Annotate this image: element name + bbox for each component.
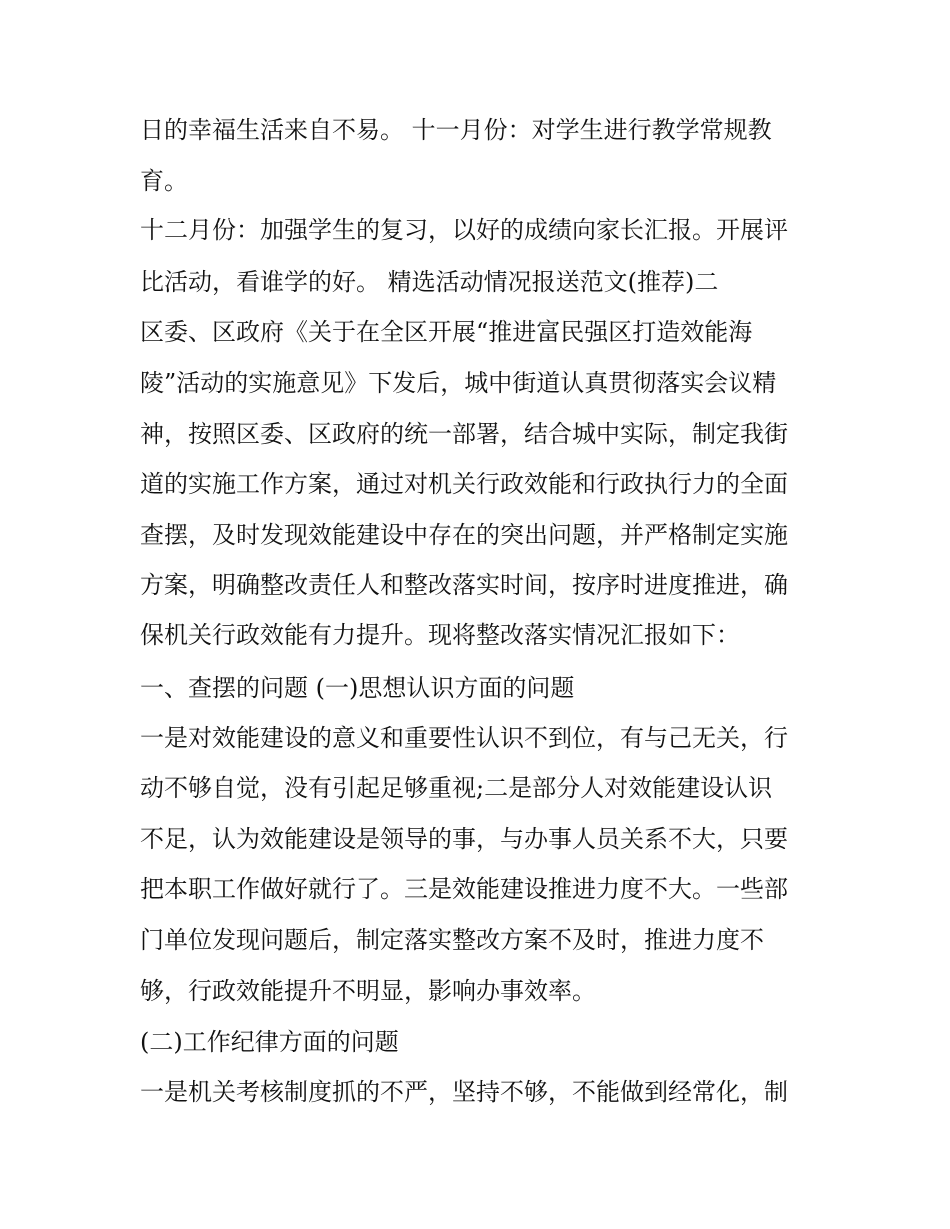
text-line: 神，按照区委、区政府的统一部署，结合城中实际，制定我街 bbox=[140, 420, 788, 448]
text-line: 陵”活动的实施意见》下发后，城中街道认真贯彻落实会议精 bbox=[140, 369, 777, 397]
section-heading: (二)工作纪律方面的问题 bbox=[140, 1028, 399, 1056]
text-line: 门单位发现问题后，制定落实整改方案不及时，推进力度不 bbox=[140, 926, 764, 954]
text-line: 动不够自觉，没有引起足够重视;二是部分人对效能建设认识 bbox=[140, 774, 773, 802]
text-line: 方案，明确整改责任人和整改落实时间，按序时进度推进，确 bbox=[140, 571, 788, 599]
text-line: 够，行政效能提升不明显，影响办事效率。 bbox=[140, 977, 596, 1005]
text-line: 道的实施工作方案，通过对机关行政效能和行政执行力的全面 bbox=[140, 470, 788, 498]
text-line: 十二月份：加强学生的复习，以好的成绩向家长汇报。开展评 bbox=[140, 216, 788, 244]
text-line: 比活动，看谁学的好。 精选活动情况报送范文(推荐)二 bbox=[140, 268, 719, 296]
text-line: 不足，认为效能建设是领导的事，与办事人员关系不大，只要 bbox=[140, 825, 788, 853]
text-line: 区委、区政府《关于在全区开展“推进富民强区打造效能海 bbox=[140, 318, 753, 346]
text-line: 一是机关考核制度抓的不严，坚持不够，不能做到经常化，制 bbox=[140, 1078, 788, 1106]
text-line: 日的幸福生活来自不易。 十一月份：对学生进行教学常规教 bbox=[140, 116, 772, 144]
text-line: 查摆，及时发现效能建设中存在的突出问题，并严格制定实施 bbox=[140, 521, 788, 549]
section-heading: 一、查摆的问题 (一)思想认识方面的问题 bbox=[140, 674, 575, 702]
text-line: 保机关行政效能有力提升。现将整改落实情况汇报如下： bbox=[140, 621, 740, 649]
text-line: 一是对效能建设的意义和重要性认识不到位，有与己无关，行 bbox=[140, 724, 788, 752]
text-line: 育。 bbox=[140, 167, 188, 195]
text-line: 把本职工作做好就行了。三是效能建设推进力度不大。一些部 bbox=[140, 875, 788, 903]
